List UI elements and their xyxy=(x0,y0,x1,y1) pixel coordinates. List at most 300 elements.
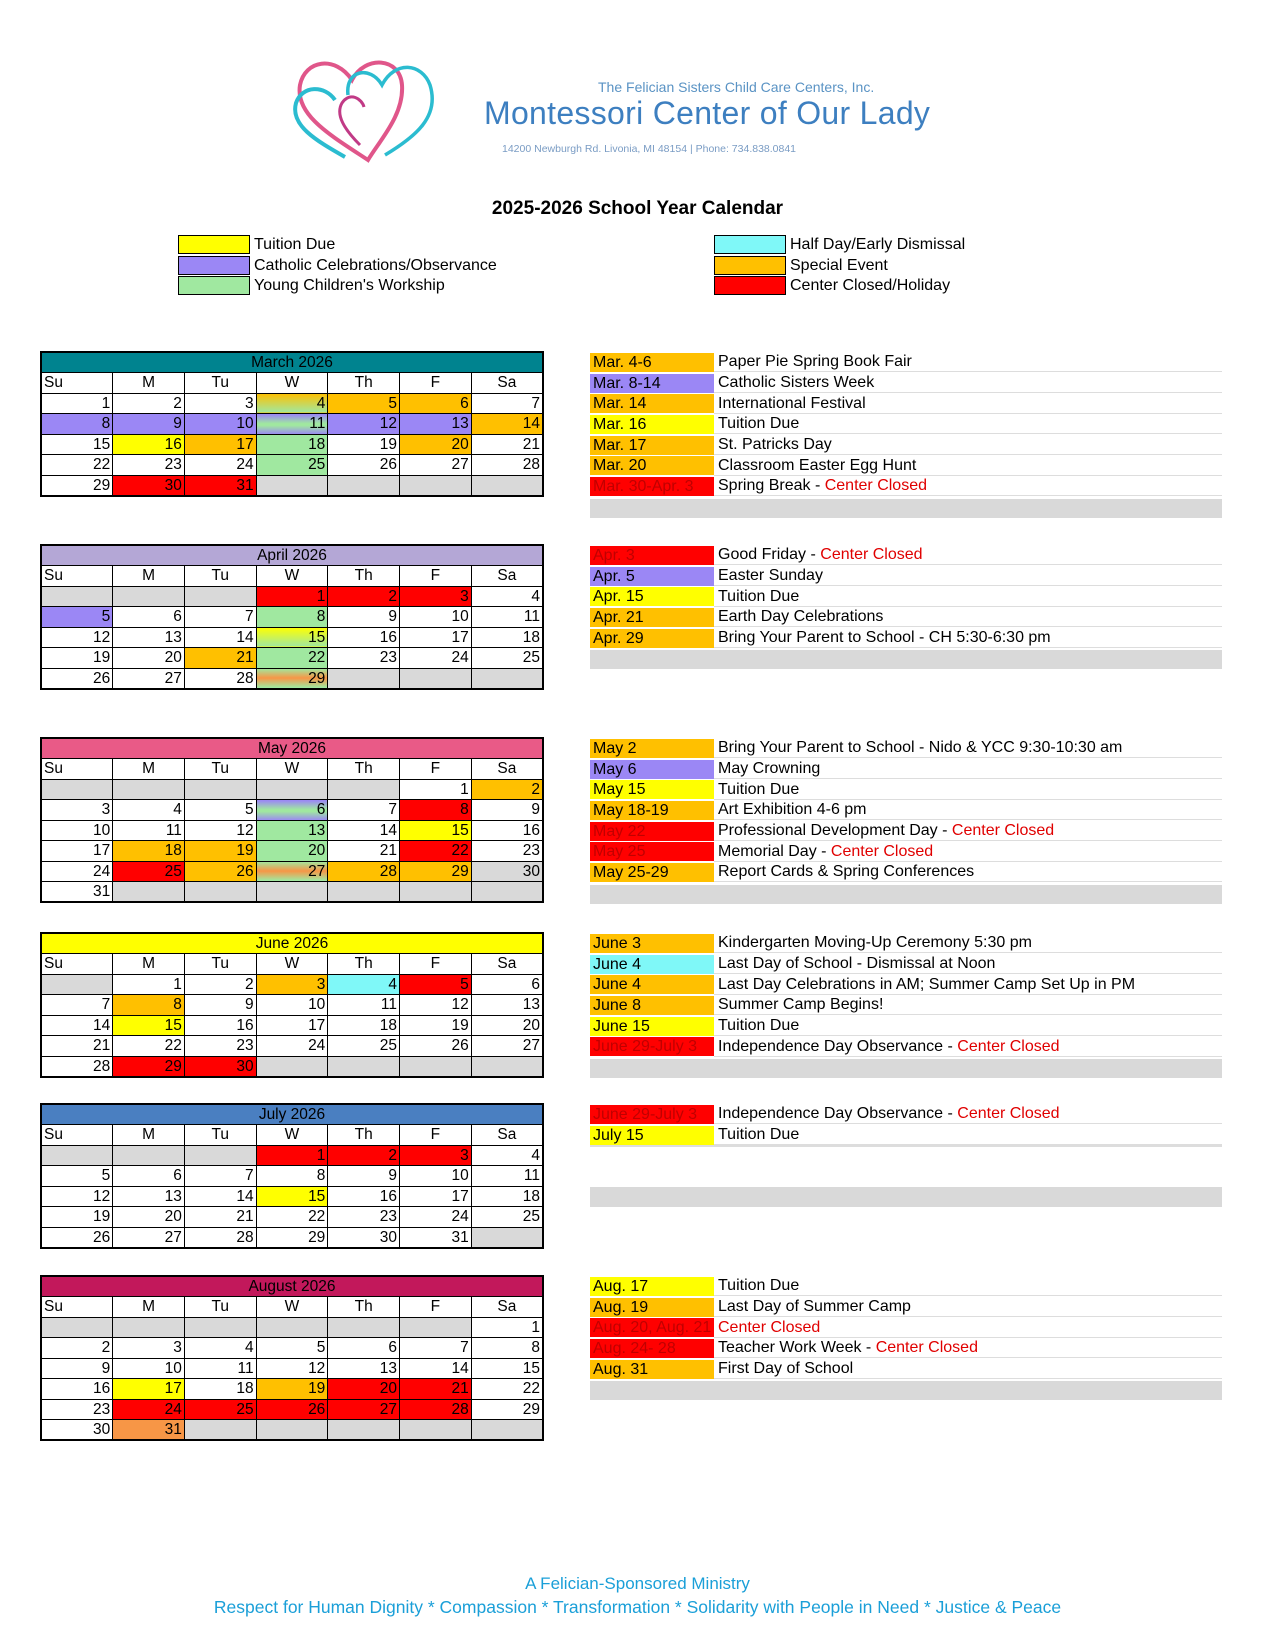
calendar-empty-cell xyxy=(113,882,185,903)
event-closed-note: Center Closed xyxy=(957,1105,1060,1123)
event-text: Tuition Due xyxy=(718,415,800,433)
calendar-day: 30 xyxy=(328,1227,400,1248)
calendar-day: 28 xyxy=(41,1056,113,1077)
calendar-day: 15 xyxy=(41,434,113,455)
footer-values: Respect for Human Dignity * Compassion * Transformation * Solidarity with People in Need * Justice & Peace xyxy=(213,1597,1062,1617)
calendar-day: 11 xyxy=(471,1166,543,1187)
org-header xyxy=(290,45,931,175)
calendar-day: 17 xyxy=(256,1015,328,1036)
event-text: Teacher Work Week - xyxy=(718,1339,876,1357)
calendar-day: 25 xyxy=(256,455,328,476)
calendar-day: 19 xyxy=(400,1015,472,1036)
event-date: Mar. 16 xyxy=(590,415,714,434)
event-date: May 6 xyxy=(590,760,714,779)
calendar-day: 24 xyxy=(400,648,472,669)
calendar-week xyxy=(41,1379,543,1400)
calendar-june-2026 xyxy=(40,932,544,1078)
day-header: Su xyxy=(41,373,113,394)
calendar-day: 13 xyxy=(113,627,185,648)
event-date: Aug. 17 xyxy=(590,1277,714,1296)
calendar-day: 15 xyxy=(113,1015,185,1036)
legend-label: Tuition Due xyxy=(254,235,336,253)
event-row xyxy=(590,759,1222,780)
legend-label: Catholic Celebrations/Observance xyxy=(254,256,497,274)
day-header: F xyxy=(400,373,472,394)
event-date: June 29-July 3 xyxy=(590,1105,714,1124)
day-header: Th xyxy=(328,566,400,587)
event-text: Tuition Due xyxy=(718,1277,800,1295)
calendar-day: 5 xyxy=(328,393,400,414)
calendar-day: 7 xyxy=(184,1166,256,1187)
month-title: August 2026 xyxy=(41,1276,543,1297)
event-description xyxy=(714,373,1222,393)
calendar-day: 8 xyxy=(256,1166,328,1187)
calendar-day: 16 xyxy=(471,820,543,841)
calendar-day: 20 xyxy=(471,1015,543,1036)
event-text: Last Day Celebrations in AM; Summer Camp Set Up in PM xyxy=(718,975,1136,993)
calendar-empty-cell xyxy=(400,882,472,903)
calendar-day: 25 xyxy=(471,1207,543,1228)
page-title: 2025-2026 School Year Calendar xyxy=(491,198,784,219)
calendar-day: 18 xyxy=(184,1379,256,1400)
day-header: W xyxy=(256,954,328,975)
day-header: M xyxy=(113,566,185,587)
calendar-day: 5 xyxy=(256,1338,328,1359)
calendar-empty-cell xyxy=(41,1317,113,1338)
calendar-week xyxy=(41,648,543,669)
calendar-day: 7 xyxy=(41,995,113,1016)
calendar-day: 1 xyxy=(400,779,472,800)
event-row xyxy=(590,779,1222,800)
calendar-day: 28 xyxy=(400,1399,472,1420)
calendar-week xyxy=(41,627,543,648)
calendar-day: 20 xyxy=(328,1379,400,1400)
event-list xyxy=(590,545,1222,669)
calendar-day: 9 xyxy=(471,800,543,821)
event-description xyxy=(714,975,1222,995)
calendar-day: 27 xyxy=(113,1227,185,1248)
calendar-empty-cell xyxy=(184,882,256,903)
calendar-empty-cell xyxy=(400,1420,472,1441)
event-row xyxy=(590,738,1222,759)
calendar-day: 30 xyxy=(113,475,185,496)
calendar-day: 30 xyxy=(471,861,543,882)
calendar-day: 9 xyxy=(184,995,256,1016)
calendar-day: 12 xyxy=(256,1358,328,1379)
event-text: Tuition Due xyxy=(718,1126,800,1144)
calendar-empty-cell xyxy=(328,1317,400,1338)
calendar-empty-cell xyxy=(41,586,113,607)
calendar-day: 2 xyxy=(328,586,400,607)
event-date: June 8 xyxy=(590,996,714,1015)
event-text: Classroom Easter Egg Hunt xyxy=(718,456,917,474)
calendar-day: 11 xyxy=(256,414,328,435)
event-date: Aug. 20, Aug. 21 xyxy=(590,1318,714,1337)
calendar-day: 23 xyxy=(184,1036,256,1057)
calendar-week xyxy=(41,1036,543,1057)
event-date: May 18-19 xyxy=(590,801,714,820)
calendar-day: 18 xyxy=(328,1015,400,1036)
calendar-empty-cell xyxy=(256,1420,328,1441)
calendar-day: 9 xyxy=(328,607,400,628)
day-header: Su xyxy=(41,1125,113,1146)
event-closed-note: Center Closed xyxy=(957,1037,1060,1055)
calendar-day: 14 xyxy=(184,627,256,648)
calendar-day: 5 xyxy=(41,1166,113,1187)
event-description xyxy=(714,759,1222,779)
calendar-day: 21 xyxy=(400,1379,472,1400)
event-description xyxy=(714,587,1222,607)
day-header: Tu xyxy=(184,566,256,587)
calendar-day: 16 xyxy=(41,1379,113,1400)
calendar-day: 22 xyxy=(41,455,113,476)
calendar-empty-cell xyxy=(184,779,256,800)
calendar-day: 15 xyxy=(471,1358,543,1379)
event-row xyxy=(590,862,1222,883)
event-row xyxy=(590,352,1222,373)
calendar-day: 20 xyxy=(256,841,328,862)
calendar-day: 22 xyxy=(256,648,328,669)
calendar-day: 27 xyxy=(400,455,472,476)
event-text: St. Patricks Day xyxy=(718,436,832,454)
legend-item-catholic xyxy=(178,255,497,276)
day-header: Tu xyxy=(184,954,256,975)
calendar-day: 28 xyxy=(471,455,543,476)
day-header: M xyxy=(113,373,185,394)
event-text: First Day of School xyxy=(718,1360,854,1378)
event-description xyxy=(714,566,1222,586)
calendar-day: 1 xyxy=(256,586,328,607)
calendar-day: 2 xyxy=(184,974,256,995)
legend-label: Young Children's Workship xyxy=(254,276,445,294)
event-row xyxy=(590,455,1222,476)
calendar-empty-cell xyxy=(184,1145,256,1166)
calendar-empty-cell xyxy=(400,668,472,689)
calendar-day: 16 xyxy=(328,1186,400,1207)
legend-swatch xyxy=(178,235,250,254)
event-description xyxy=(714,1318,1222,1338)
event-text: Last Day of Summer Camp xyxy=(718,1298,911,1316)
day-header: Sa xyxy=(471,1297,543,1318)
day-header: Tu xyxy=(184,1297,256,1318)
calendar-empty-cell xyxy=(471,475,543,496)
calendar-empty-cell xyxy=(328,475,400,496)
event-list xyxy=(590,1276,1222,1400)
calendar-day: 3 xyxy=(256,974,328,995)
calendar-day: 31 xyxy=(41,882,113,903)
event-filler-bar xyxy=(590,885,1222,904)
event-description xyxy=(714,1297,1222,1317)
calendar-week xyxy=(41,1186,543,1207)
legend-item-tuition xyxy=(178,234,335,255)
day-header: Th xyxy=(328,954,400,975)
day-header: W xyxy=(256,759,328,780)
event-date: May 15 xyxy=(590,780,714,799)
calendar-day: 24 xyxy=(41,861,113,882)
calendar-day: 6 xyxy=(400,393,472,414)
event-text: International Festival xyxy=(718,394,866,412)
event-date: July 15 xyxy=(590,1126,714,1145)
event-text: Kindergarten Moving-Up Ceremony 5:30 pm xyxy=(718,934,1032,952)
event-text: Easter Sunday xyxy=(718,567,823,585)
day-header: Th xyxy=(328,373,400,394)
calendar-day: 14 xyxy=(328,820,400,841)
calendar-day: 22 xyxy=(400,841,472,862)
legend-item-special xyxy=(714,255,888,276)
event-date: Apr. 29 xyxy=(590,629,714,648)
calendar-empty-cell xyxy=(471,668,543,689)
event-description xyxy=(714,1359,1222,1379)
event-row xyxy=(590,1338,1222,1359)
calendar-august-2026 xyxy=(40,1275,544,1441)
calendar-week xyxy=(41,974,543,995)
event-date: Aug. 24- 28 xyxy=(590,1339,714,1358)
calendar-week xyxy=(41,841,543,862)
event-row xyxy=(590,476,1222,497)
event-list xyxy=(590,738,1222,904)
event-date: Aug. 31 xyxy=(590,1360,714,1379)
event-date: Mar. 14 xyxy=(590,394,714,413)
calendar-day: 14 xyxy=(400,1358,472,1379)
calendar-empty-cell xyxy=(41,974,113,995)
calendar-day: 14 xyxy=(41,1015,113,1036)
event-closed-note: Center Closed xyxy=(824,477,927,495)
calendar-day: 25 xyxy=(328,1036,400,1057)
event-description xyxy=(714,476,1222,496)
event-closed-note: Center Closed xyxy=(951,822,1055,840)
event-description xyxy=(714,933,1222,953)
event-text: Summer Camp Begins! xyxy=(718,996,884,1014)
event-description xyxy=(714,1276,1222,1296)
legend-label: Center Closed/Holiday xyxy=(790,276,951,294)
calendar-day: 6 xyxy=(471,974,543,995)
calendar-week xyxy=(41,1317,543,1338)
calendar-empty-cell xyxy=(400,475,472,496)
calendar-day: 12 xyxy=(328,414,400,435)
calendar-day: 28 xyxy=(184,1227,256,1248)
calendar-day: 14 xyxy=(184,1186,256,1207)
month-title: April 2026 xyxy=(41,545,543,566)
calendar-day: 3 xyxy=(400,1145,472,1166)
calendar-empty-cell xyxy=(400,1056,472,1077)
day-header: M xyxy=(113,1125,185,1146)
calendar-day: 28 xyxy=(184,668,256,689)
calendar-day: 21 xyxy=(328,841,400,862)
calendar-day: 25 xyxy=(184,1399,256,1420)
org-subtitle: The Felician Sisters Child Care Centers, Inc. xyxy=(598,79,875,95)
event-description xyxy=(714,545,1222,565)
event-row xyxy=(590,821,1222,842)
event-row xyxy=(590,566,1222,587)
calendar-empty-cell xyxy=(113,1317,185,1338)
calendar-day: 29 xyxy=(41,475,113,496)
calendar-empty-cell xyxy=(113,779,185,800)
calendar-week xyxy=(41,1358,543,1379)
month-title: March 2026 xyxy=(41,352,543,373)
calendar-day: 27 xyxy=(256,861,328,882)
calendar-day: 2 xyxy=(471,779,543,800)
event-description xyxy=(714,456,1222,476)
calendar-week xyxy=(41,1056,543,1077)
event-list xyxy=(590,1104,1222,1145)
calendar-week xyxy=(41,668,543,689)
day-header: Sa xyxy=(471,566,543,587)
event-description xyxy=(714,1037,1222,1057)
calendar-day: 7 xyxy=(328,800,400,821)
calendar-day: 19 xyxy=(328,434,400,455)
calendar-day: 9 xyxy=(113,414,185,435)
event-text: Art Exhibition 4-6 pm xyxy=(718,801,867,819)
calendar-day: 3 xyxy=(400,586,472,607)
event-row xyxy=(590,1016,1222,1037)
calendar-empty-cell xyxy=(256,1317,328,1338)
calendar-empty-cell xyxy=(471,882,543,903)
calendar-day: 31 xyxy=(184,475,256,496)
calendar-day: 30 xyxy=(184,1056,256,1077)
event-row xyxy=(590,393,1222,414)
calendar-day: 15 xyxy=(400,820,472,841)
calendar-day: 18 xyxy=(113,841,185,862)
event-text: Bring Your Parent to School - Nido & YCC 9:30-10:30 am xyxy=(718,739,1123,757)
calendar-week xyxy=(41,861,543,882)
calendar-day: 5 xyxy=(400,974,472,995)
calendar-day: 18 xyxy=(256,434,328,455)
event-date: Mar. 30-Apr. 3 xyxy=(590,477,714,496)
calendar-day: 23 xyxy=(471,841,543,862)
calendar-empty-cell xyxy=(328,779,400,800)
day-header: Sa xyxy=(471,1125,543,1146)
calendar-week xyxy=(41,455,543,476)
event-row xyxy=(590,800,1222,821)
event-date: June 15 xyxy=(590,1017,714,1036)
event-description xyxy=(714,1016,1222,1036)
calendar-day: 4 xyxy=(113,800,185,821)
calendar-week xyxy=(41,1166,543,1187)
event-text: Bring Your Parent to School - CH 5:30-6:30 pm xyxy=(718,629,1051,647)
calendar-day: 29 xyxy=(471,1399,543,1420)
event-description xyxy=(714,1125,1222,1145)
legend-swatch xyxy=(714,235,786,254)
calendar-april-2026 xyxy=(40,544,544,690)
calendar-day: 29 xyxy=(256,1227,328,1248)
event-description xyxy=(714,862,1222,882)
day-header: Tu xyxy=(184,1125,256,1146)
day-header: Sa xyxy=(471,759,543,780)
calendar-day: 17 xyxy=(184,434,256,455)
calendar-week xyxy=(41,995,543,1016)
month-title: June 2026 xyxy=(41,933,543,954)
calendar-day: 24 xyxy=(113,1399,185,1420)
event-closed-note: Center Closed xyxy=(718,1318,821,1336)
event-text: Last Day of School - Dismissal at Noon xyxy=(718,955,996,973)
calendar-day: 11 xyxy=(184,1358,256,1379)
legend-swatch xyxy=(178,256,250,275)
calendar-day: 8 xyxy=(400,800,472,821)
event-description xyxy=(714,352,1222,372)
calendar-day: 4 xyxy=(184,1338,256,1359)
calendar-day: 26 xyxy=(184,861,256,882)
event-description xyxy=(714,394,1222,414)
event-description xyxy=(714,1338,1222,1358)
day-header: F xyxy=(400,954,472,975)
event-row xyxy=(590,1297,1222,1318)
calendar-day: 24 xyxy=(184,455,256,476)
calendar-empty-cell xyxy=(41,779,113,800)
event-row xyxy=(590,995,1222,1016)
calendar-day: 17 xyxy=(400,1186,472,1207)
org-address: 14200 Newburgh Rd. Livonia, MI 48154 | Phone: 734.838.0841 xyxy=(502,143,797,155)
event-description xyxy=(714,435,1222,455)
event-text: Professional Development Day - xyxy=(718,822,952,840)
event-description xyxy=(714,628,1222,648)
event-text: Tuition Due xyxy=(718,587,800,605)
calendar-day: 19 xyxy=(184,841,256,862)
calendar-day: 12 xyxy=(41,1186,113,1207)
event-row xyxy=(590,1036,1222,1057)
calendar-day: 12 xyxy=(41,627,113,648)
day-header: Th xyxy=(328,759,400,780)
calendar-empty-cell xyxy=(256,475,328,496)
calendar-day: 20 xyxy=(400,434,472,455)
calendar-empty-cell xyxy=(256,1056,328,1077)
legend-item-half xyxy=(714,234,965,255)
calendar-empty-cell xyxy=(328,882,400,903)
calendar-day: 29 xyxy=(256,668,328,689)
calendar-day: 11 xyxy=(471,607,543,628)
calendar-day: 12 xyxy=(184,820,256,841)
calendar-may-2026 xyxy=(40,737,544,903)
event-filler-bar xyxy=(590,1381,1222,1400)
event-description xyxy=(714,821,1222,841)
day-header: M xyxy=(113,1297,185,1318)
event-date: May 25 xyxy=(590,842,714,861)
calendar-day: 21 xyxy=(41,1036,113,1057)
event-date: May 22 xyxy=(590,822,714,841)
calendar-day: 26 xyxy=(256,1399,328,1420)
calendar-day: 20 xyxy=(113,1207,185,1228)
calendar-week xyxy=(41,393,543,414)
event-row xyxy=(590,933,1222,954)
calendar-week xyxy=(41,1145,543,1166)
day-header: F xyxy=(400,759,472,780)
event-date: Mar. 8-14 xyxy=(590,374,714,393)
calendar-week xyxy=(41,1015,543,1036)
calendar-empty-cell xyxy=(328,668,400,689)
calendar-day: 19 xyxy=(41,1207,113,1228)
calendar-week xyxy=(41,1207,543,1228)
event-date: Aug. 19 xyxy=(590,1298,714,1317)
calendar-day: 10 xyxy=(113,1358,185,1379)
calendar-day: 5 xyxy=(41,607,113,628)
calendar-empty-cell xyxy=(41,1145,113,1166)
calendar-day: 16 xyxy=(113,434,185,455)
calendar-day: 13 xyxy=(256,820,328,841)
event-row xyxy=(590,1125,1222,1146)
calendar-empty-cell xyxy=(113,1145,185,1166)
legend-swatch xyxy=(714,256,786,275)
day-header: Su xyxy=(41,759,113,780)
calendar-day: 22 xyxy=(113,1036,185,1057)
calendar-day: 15 xyxy=(256,1186,328,1207)
calendar-july-2026 xyxy=(40,1103,544,1249)
calendar-day: 26 xyxy=(41,1227,113,1248)
day-header: W xyxy=(256,1297,328,1318)
event-description xyxy=(714,738,1222,758)
calendar-empty-cell xyxy=(471,1056,543,1077)
day-header: F xyxy=(400,1125,472,1146)
calendar-week xyxy=(41,820,543,841)
event-description xyxy=(714,954,1222,974)
